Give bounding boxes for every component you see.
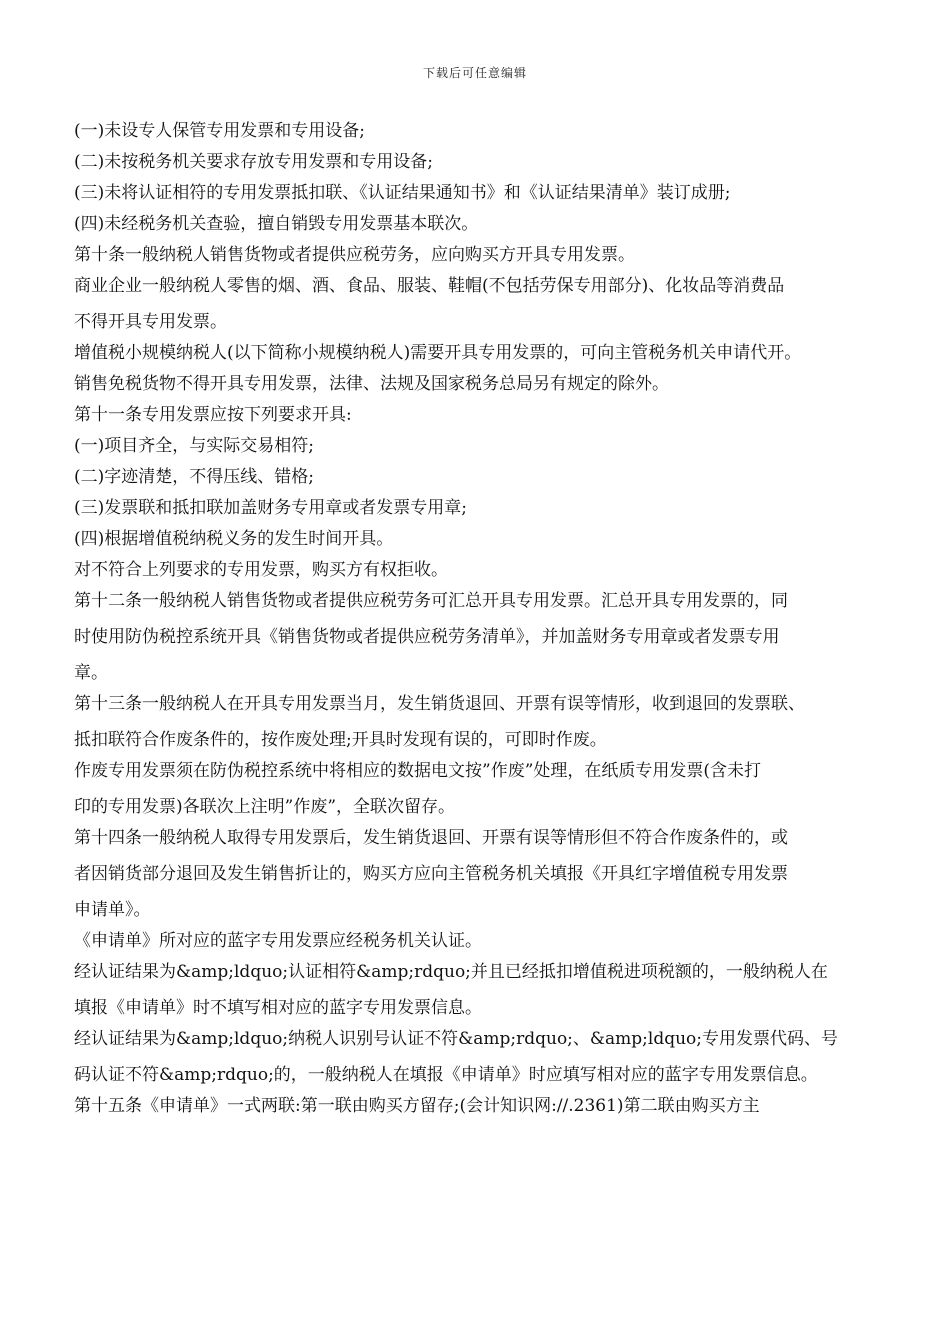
text-line: 第十条一般纳税人销售货物或者提供应税劳务，应向购买方开具专用发票。 [74, 245, 635, 265]
text-line: 第十一条专用发票应按下列要求开具: [74, 405, 352, 425]
text-line: (二)未按税务机关要求存放专用发票和专用设备; [74, 152, 433, 172]
text-line: (四)未经税务机关查验，擅自销毁专用发票基本联次。 [74, 214, 479, 234]
text-line: 第十三条一般纳税人在开具专用发票当月，发生销货退回、开票有误等情形，收到退回的发票联、 [74, 694, 805, 714]
text-line: 第十四条一般纳税人取得专用发票后，发生销货退回、开票有误等情形但不符合作废条件的，或 [74, 828, 788, 848]
text-line: 印的专用发票)各联次上注明”作废”，全联次留存。 [74, 797, 456, 817]
text-line: (二)字迹清楚，不得压线、错格; [74, 467, 314, 487]
text-line: 销售免税货物不得开具专用发票，法律、法规及国家税务总局另有规定的除外。 [74, 374, 669, 394]
text-line: (四)根据增值税纳税义务的发生时间开具。 [74, 529, 394, 549]
text-line: 第十五条《申请单》一式两联:第一联由购买方留存;(会计知识网://.2361)第二联由购买方主 [74, 1096, 760, 1116]
text-line: 作废专用发票须在防伪税控系统中将相应的数据电文按”作废”处理，在纸质专用发票(含未打 [74, 761, 762, 781]
text-line: (三)未将认证相符的专用发票抵扣联、《认证结果通知书》和《认证结果清单》装订成册; [74, 183, 731, 203]
text-line: (一)未设专人保管专用发票和专用设备; [74, 121, 365, 141]
text-line: 经认证结果为&amp;ldquo;认证相符&amp;rdquo;并且已经抵扣增值税进项税额的，一般纳税人在 [74, 962, 828, 982]
text-line: 申请单》。 [74, 900, 151, 920]
page-header: 下载后可任意编辑 [422, 66, 527, 80]
text-line: (三)发票联和抵扣联加盖财务专用章或者发票专用章; [74, 498, 467, 518]
text-line: 码认证不符&amp;rdquo;的，一般纳税人在填报《申请单》时应填写相对应的蓝字专用发票信息。 [74, 1065, 818, 1085]
text-line: 抵扣联符合作废条件的，按作废处理;开具时发现有误的，可即时作废。 [74, 730, 607, 750]
text-line: 经认证结果为&amp;ldquo;纳税人识别号认证不符&amp;rdquo;、&amp;ldquo;专用发票代码、号 [74, 1029, 839, 1049]
text-line: 章。 [74, 663, 108, 683]
text-line: 时使用防伪税控系统开具《销售货物或者提供应税劳务清单》，并加盖财务专用章或者发票专用 [74, 627, 780, 647]
text-line: 第十二条一般纳税人销售货物或者提供应税劳务可汇总开具专用发票。汇总开具专用发票的，同 [74, 591, 788, 611]
text-line: 《申请单》所对应的蓝字专用发票应经税务机关认证。 [74, 931, 482, 951]
text-line: 对不符合上列要求的专用发票，购买方有权拒收。 [74, 560, 448, 580]
text-line: 填报《申请单》时不填写相对应的蓝字专用发票信息。 [74, 998, 482, 1018]
text-line: 商业企业一般纳税人零售的烟、酒、食品、服装、鞋帽(不包括劳保专用部分)、化妆品等消费品 [74, 276, 785, 296]
text-line: 增值税小规模纳税人(以下简称小规模纳税人)需要开具专用发票的，可向主管税务机关申请代开。 [74, 343, 802, 363]
document-body [74, 120, 879, 1118]
text-line: 者因销货部分退回及发生销售折让的，购买方应向主管税务机关填报《开具红字增值税专用发票 [74, 864, 788, 884]
text-line: 不得开具专用发票。 [74, 312, 227, 332]
text-line: (一)项目齐全，与实际交易相符; [74, 436, 314, 456]
